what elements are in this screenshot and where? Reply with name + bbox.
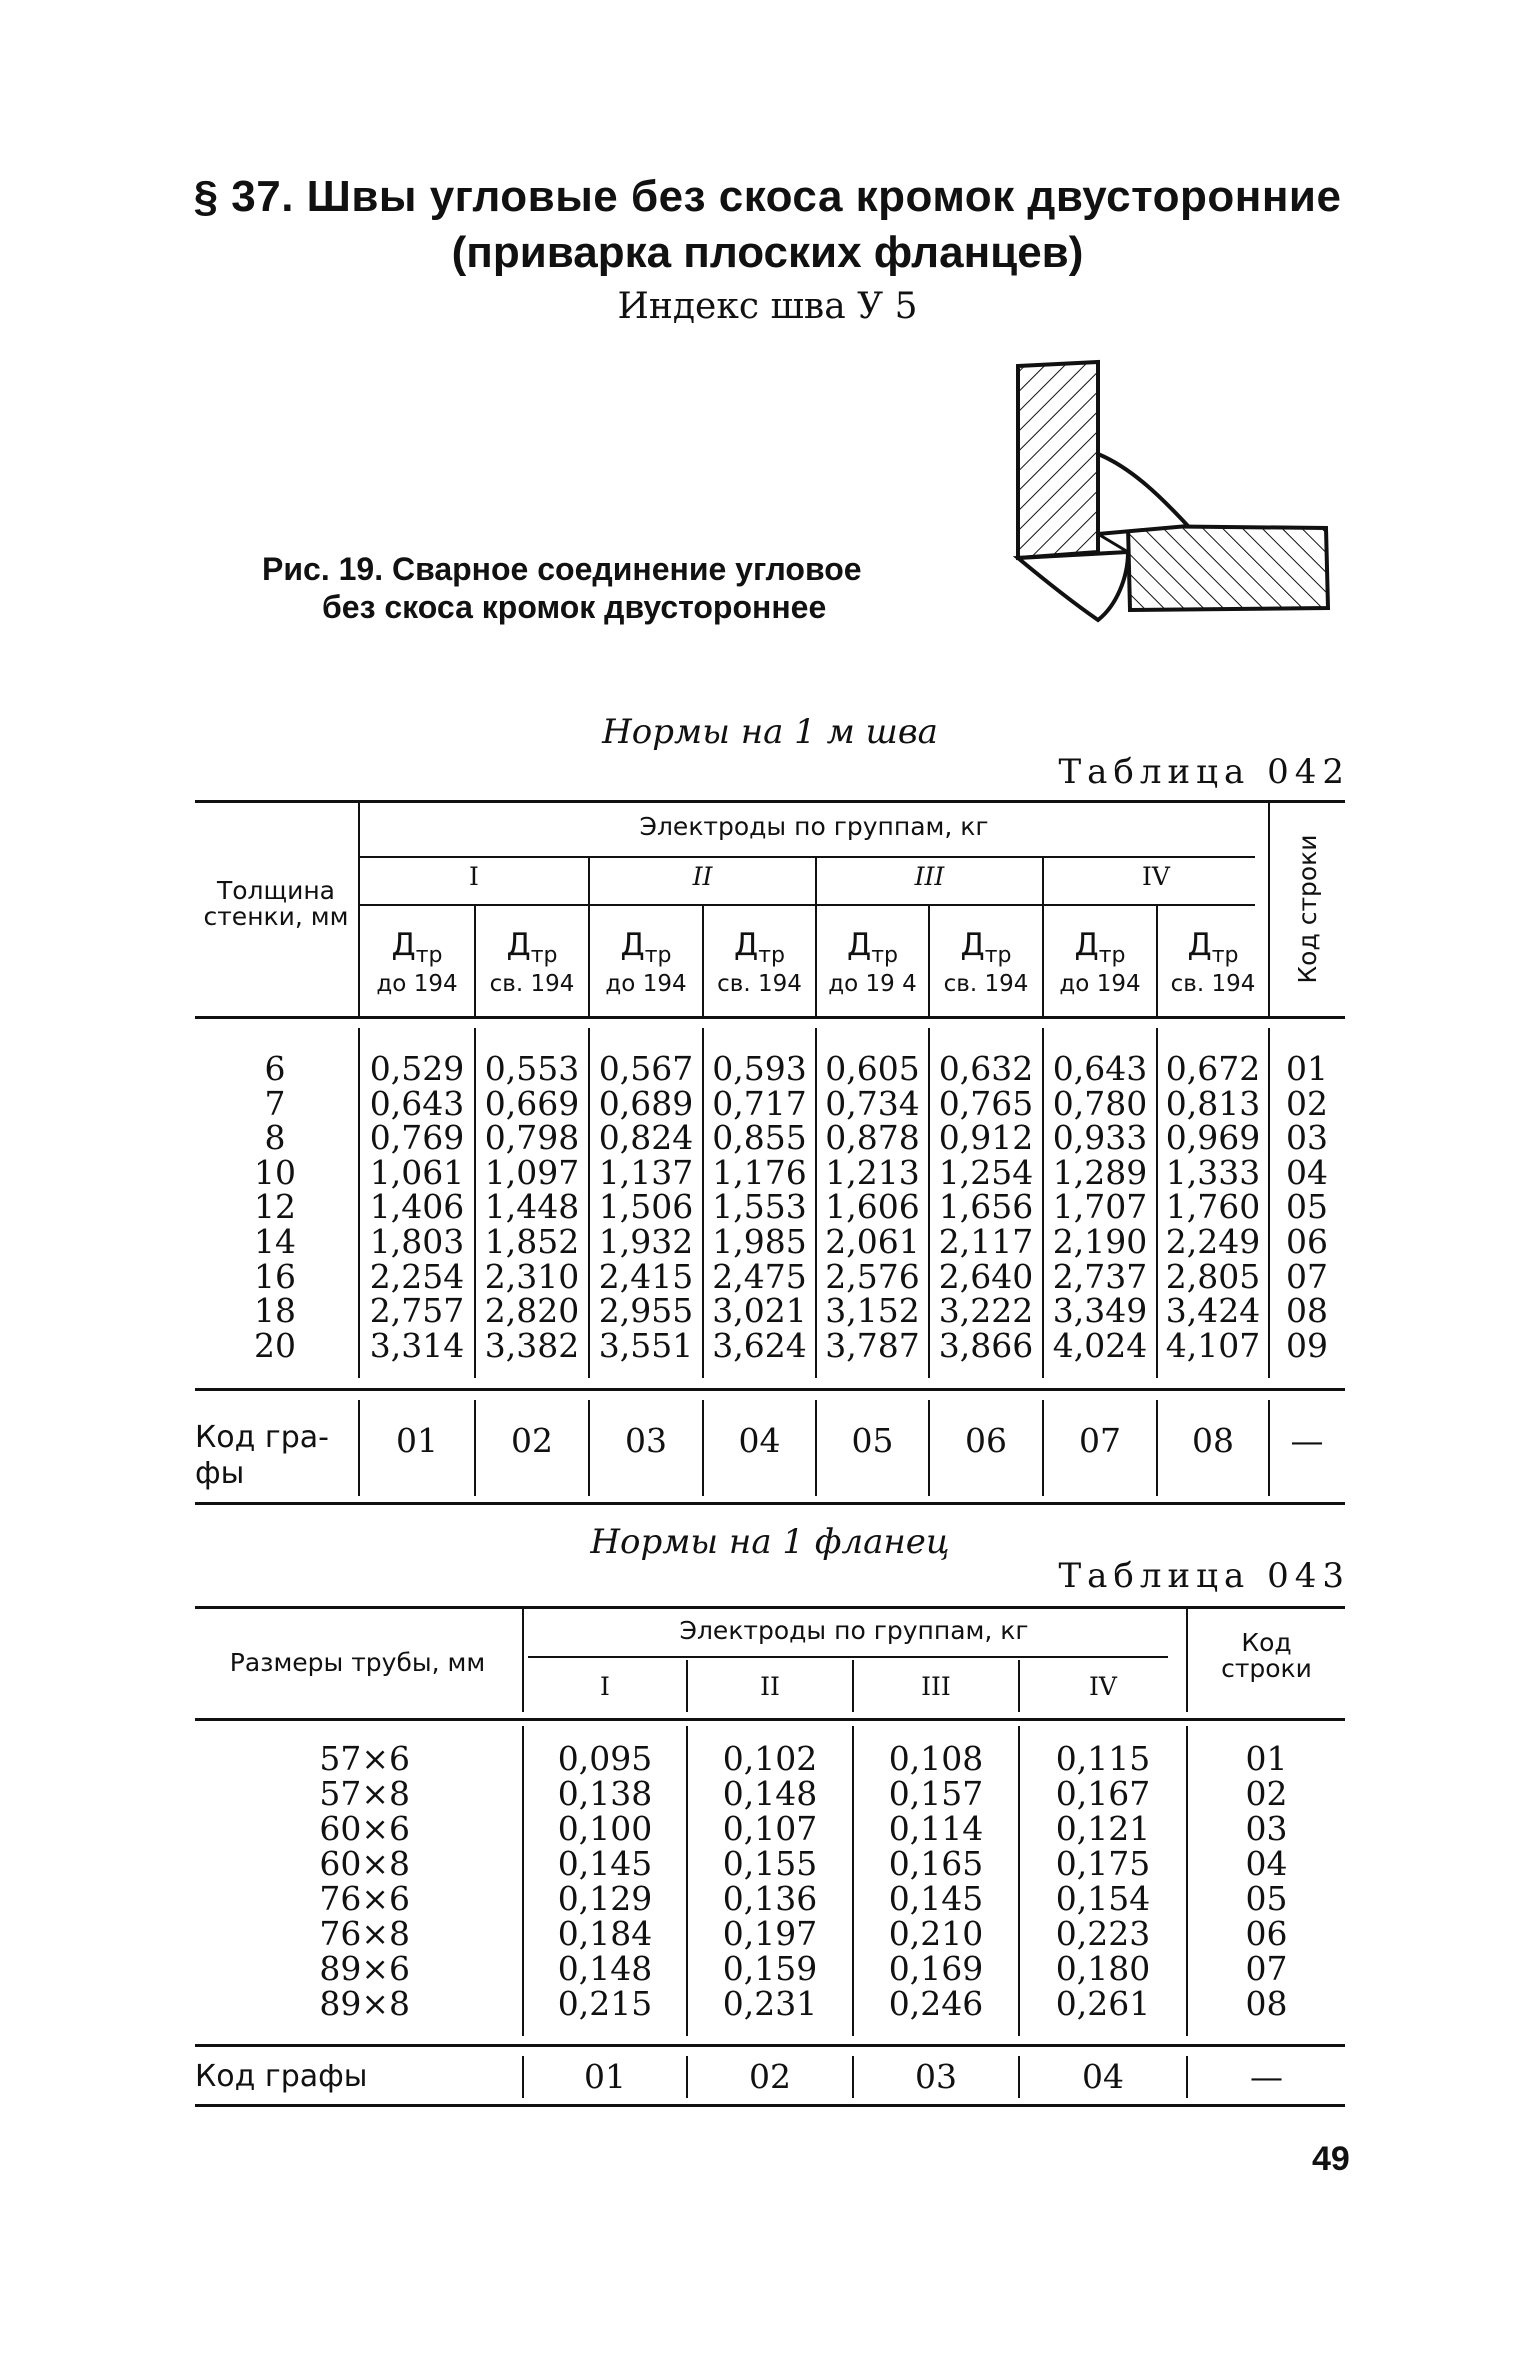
table043-value-cell: 0,136 — [722, 1879, 818, 1918]
table042-value-cell: 0,669 — [484, 1083, 580, 1123]
table043-size-cell: 76×8 — [319, 1914, 410, 1953]
table043-code-cell: 04 — [1245, 1844, 1288, 1883]
table042-code-cell: 01 — [1286, 1049, 1328, 1088]
table042-subcol-header — [360, 927, 474, 998]
table042-value-cell: 3,222 — [938, 1291, 1034, 1331]
table043-value-cell: 0,197 — [722, 1914, 818, 1953]
table042-group-III: III — [914, 862, 945, 891]
table042-thickness-cell: 14 — [254, 1222, 296, 1261]
table042-footer-label-line-2: фы — [195, 1456, 245, 1491]
table042-value-cell: 0,632 — [938, 1049, 1034, 1088]
table043-value-cell: 0,215 — [557, 1984, 653, 2023]
table042-value-cell: 0,912 — [938, 1118, 1034, 1158]
table043-footer-dash: — — [1250, 2057, 1283, 2096]
table042-subcol-header — [1158, 927, 1268, 998]
table042-value-cell: 1,176 — [712, 1152, 807, 1192]
table043-value-cell: 0,231 — [722, 1984, 818, 2023]
table042-value-cell: 1,289 — [1052, 1152, 1148, 1192]
dtr-subscript: тр — [984, 943, 1012, 969]
table043-group-II: II — [760, 1672, 780, 1701]
table043-size-header: Размеры трубы, мм — [229, 1648, 486, 1677]
table043-value-cell: 0,115 — [1055, 1739, 1151, 1778]
table042-code-row-header — [1278, 810, 1338, 1010]
table042-group-header: Электроды по группам, кг — [639, 812, 989, 841]
figure-caption — [262, 550, 862, 626]
table042-value-cell: 3,382 — [484, 1325, 580, 1365]
table042-footer-code: 07 — [1079, 1421, 1121, 1460]
lower-weld-bead — [1018, 552, 1128, 620]
table042-footer-code: 04 — [738, 1421, 781, 1460]
table042-value-cell: 1,097 — [484, 1152, 580, 1192]
subcol-range: св. 194 — [489, 971, 575, 998]
dtr-subscript: тр — [530, 943, 558, 969]
table043-group-III: III — [921, 1672, 951, 1701]
dtr-symbol — [1044, 927, 1156, 971]
table042-value-cell: 1,606 — [825, 1187, 920, 1227]
table042-value-cell: 1,333 — [1165, 1152, 1261, 1192]
table042-value-cell: 2,117 — [938, 1222, 1034, 1261]
table042-thickness-cell: 18 — [254, 1291, 296, 1331]
table042-value-cell: 0,643 — [1052, 1049, 1148, 1088]
table043-code-header-line-1: Код — [1241, 1628, 1292, 1657]
table042-code-cell: 05 — [1286, 1187, 1328, 1227]
table042-value-cell: 0,780 — [1052, 1083, 1148, 1123]
table043-code-cell: 07 — [1245, 1949, 1288, 1988]
dtr-symbol — [476, 927, 588, 971]
table042-code-cell: 02 — [1286, 1083, 1328, 1123]
table043-group-header: Электроды по группам, кг — [679, 1616, 1029, 1645]
table042-value-cell: 1,760 — [1165, 1187, 1261, 1227]
table042-norms-heading: Нормы на 1 м шва — [602, 712, 938, 752]
table043-footer-code: 04 — [1082, 2057, 1124, 2096]
subcol-range: св. 194 — [943, 971, 1029, 998]
table042-value-cell: 0,529 — [369, 1049, 465, 1088]
table042-value-cell: 0,734 — [825, 1083, 920, 1123]
table042-value-cell: 2,805 — [1165, 1256, 1261, 1296]
table042-footer-code: 08 — [1192, 1421, 1234, 1460]
page-number: 49 — [1312, 2140, 1350, 2178]
table042-code-cell: 03 — [1286, 1118, 1328, 1158]
subcol-range: до 194 — [605, 971, 687, 998]
table042-value-cell: 0,593 — [712, 1049, 807, 1088]
table042-value-cell: 3,624 — [712, 1325, 807, 1365]
table042-value-cell: 1,061 — [369, 1152, 465, 1192]
dtr-symbol — [704, 927, 815, 971]
table042-value-cell: 0,798 — [484, 1118, 580, 1158]
subcol-range: до 19 4 — [828, 971, 917, 998]
table043-value-cell: 0,145 — [557, 1844, 653, 1883]
upper-weld-bead — [1098, 454, 1188, 534]
table042-code-cell: 08 — [1286, 1291, 1328, 1331]
subcol-range: св. 194 — [717, 971, 802, 998]
table042-value-cell: 1,448 — [484, 1187, 580, 1227]
table043-value-cell: 0,184 — [557, 1914, 653, 1953]
dtr-subscript: тр — [415, 943, 443, 969]
table042-value-cell: 1,506 — [598, 1187, 694, 1227]
table042-value-cell: 3,787 — [825, 1325, 920, 1365]
table043-value-cell: 0,210 — [888, 1914, 984, 1953]
table043-footer-code: 03 — [915, 2057, 957, 2096]
table042-value-cell: 1,213 — [825, 1152, 920, 1192]
table043-label: Таблица 043 — [1058, 1556, 1350, 1596]
table043-group-IV: IV — [1089, 1672, 1117, 1701]
table043-value-cell: 0,107 — [722, 1809, 818, 1848]
table043-size-cell: 57×8 — [319, 1774, 410, 1813]
table043-value-cell: 0,108 — [888, 1739, 984, 1778]
table043-value-cell: 0,145 — [888, 1879, 984, 1918]
table042-value-cell: 1,852 — [484, 1222, 580, 1261]
table043-value-cell: 0,148 — [722, 1774, 818, 1813]
table042-group-II: II — [692, 862, 713, 891]
table042-value-cell: 2,310 — [484, 1256, 580, 1296]
table042-value-cell: 2,190 — [1052, 1222, 1148, 1261]
table042-value-cell: 3,021 — [712, 1291, 807, 1331]
table043-value-cell: 0,159 — [722, 1949, 818, 1988]
table042-footer-label-line-1: Код гра- — [195, 1420, 329, 1455]
table042-code-cell: 06 — [1286, 1222, 1328, 1261]
table043-footer-code: 01 — [584, 2057, 626, 2096]
table042-footer-code: 01 — [396, 1421, 438, 1460]
table042-value-cell: 3,349 — [1052, 1291, 1148, 1331]
vertical-plate — [1018, 362, 1098, 558]
table042-subcol-header — [590, 927, 702, 998]
table043-value-cell: 0,114 — [888, 1809, 984, 1848]
table043-footer-label: Код графы — [195, 2059, 368, 2094]
section-subtitle: (приварка плоских фланцев) — [451, 228, 1084, 277]
table042-value-cell: 1,707 — [1052, 1187, 1148, 1227]
table042-value-cell: 2,955 — [598, 1291, 694, 1331]
table043-size-cell: 89×8 — [319, 1984, 410, 2023]
table042-value-cell: 0,765 — [938, 1083, 1034, 1123]
table042-footer-label — [195, 1420, 355, 1492]
weld-joint-drawing — [1012, 358, 1337, 628]
subcol-range: до 194 — [376, 971, 458, 998]
table042-value-cell: 2,820 — [484, 1291, 580, 1331]
table042-thickness-cell: 8 — [264, 1118, 286, 1158]
table043-value-cell: 0,165 — [888, 1844, 984, 1883]
table042-value-cell: 0,689 — [598, 1083, 694, 1123]
table042-value-cell: 0,605 — [825, 1049, 920, 1088]
table042-value-cell: 3,551 — [598, 1325, 694, 1365]
table043-value-cell: 0,180 — [1055, 1949, 1151, 1988]
table043-value-cell: 0,246 — [888, 1984, 984, 2023]
dtr-letter: Д — [734, 927, 759, 963]
table042-value-cell: 2,737 — [1052, 1256, 1148, 1296]
table042-code-cell: 09 — [1286, 1325, 1328, 1365]
subcol-range: до 194 — [1059, 971, 1141, 998]
table042-value-cell: 3,314 — [369, 1325, 465, 1365]
table043-value-cell: 0,261 — [1055, 1984, 1151, 2023]
table042-value-cell: 1,553 — [712, 1187, 807, 1227]
table042-subcol-header — [817, 927, 928, 998]
table042-footer-dash: — — [1290, 1421, 1324, 1460]
table043-code-cell: 08 — [1245, 1984, 1288, 2023]
table042-thickness-header-line-2: стенки, мм — [203, 902, 349, 931]
table042-footer-code: 03 — [625, 1421, 667, 1460]
dtr-letter: Д — [620, 927, 645, 963]
table042-group-IV: IV — [1142, 862, 1170, 891]
table043-group-I: I — [600, 1672, 610, 1701]
dtr-letter: Д — [847, 927, 872, 963]
table042-thickness-header-line-1: Толщина — [216, 876, 335, 905]
table042-subcol-header — [930, 927, 1042, 998]
table042-value-cell: 0,769 — [369, 1118, 465, 1158]
dtr-symbol — [1158, 927, 1268, 971]
table042-value-cell: 2,415 — [598, 1256, 694, 1296]
table043-norms-heading: Нормы на 1 фланец — [590, 1522, 950, 1562]
table043-value-cell: 0,157 — [888, 1774, 984, 1813]
table043-code-cell: 01 — [1245, 1739, 1288, 1778]
table042-thickness-header — [195, 878, 357, 930]
table043-footer-code: 02 — [749, 2057, 791, 2096]
table042-group-I: I — [469, 862, 479, 891]
table042-value-cell: 2,254 — [369, 1256, 465, 1296]
table042-value-cell: 0,824 — [598, 1118, 694, 1158]
table042-code-cell: 04 — [1286, 1152, 1328, 1192]
dtr-letter: Д — [1187, 927, 1212, 963]
table042-value-cell: 0,933 — [1052, 1118, 1148, 1158]
joint-line — [1098, 534, 1128, 552]
table042-value-cell: 3,866 — [938, 1325, 1034, 1365]
table042-thickness-cell: 16 — [254, 1256, 296, 1296]
dtr-symbol — [817, 927, 928, 971]
dtr-letter: Д — [391, 927, 416, 963]
table042-value-cell: 1,932 — [598, 1222, 694, 1261]
table042-value-cell: 2,061 — [825, 1222, 920, 1261]
dtr-letter: Д — [1074, 927, 1099, 963]
table043-value-cell: 0,121 — [1055, 1809, 1151, 1848]
figure-caption-line-2: без скоса кромок двустороннее — [322, 589, 827, 625]
table042-subcol-header — [476, 927, 588, 998]
table043-value-cell: 0,102 — [722, 1739, 818, 1778]
table042-value-cell: 0,878 — [825, 1118, 920, 1158]
table042-value-cell: 0,553 — [484, 1049, 580, 1088]
table042-value-cell: 1,137 — [598, 1152, 694, 1192]
table043-value-cell: 0,223 — [1055, 1914, 1151, 1953]
table042-value-cell: 1,985 — [712, 1222, 807, 1261]
dtr-symbol — [360, 927, 474, 971]
table042-thickness-cell: 10 — [254, 1152, 296, 1192]
table042-code-cell: 07 — [1286, 1256, 1328, 1296]
table042-value-cell: 2,249 — [1165, 1222, 1261, 1261]
subcol-range: св. 194 — [1170, 971, 1256, 998]
table042-code-row-header-text: Код строки — [1293, 834, 1322, 984]
table043-size-cell: 89×6 — [319, 1949, 410, 1988]
table043-size-cell: 76×6 — [319, 1879, 410, 1918]
table043-value-cell: 0,167 — [1055, 1774, 1151, 1813]
table042-value-cell: 3,424 — [1165, 1291, 1261, 1331]
table042-label: Таблица 042 — [1058, 752, 1350, 792]
table042-value-cell: 0,813 — [1165, 1083, 1261, 1123]
figure-caption-line-1: Рис. 19. Сварное соединение угловое — [262, 551, 862, 587]
table043-value-cell: 0,155 — [722, 1844, 818, 1883]
dtr-symbol — [930, 927, 1042, 971]
table043-value-cell: 0,154 — [1055, 1879, 1151, 1918]
table043-value-cell: 0,138 — [557, 1774, 653, 1813]
table042-value-cell: 0,855 — [712, 1118, 807, 1158]
table042-subcol-header — [704, 927, 815, 998]
table042-value-cell: 3,152 — [825, 1291, 920, 1331]
table042-value-cell: 0,969 — [1165, 1118, 1261, 1158]
table042-value-cell: 0,672 — [1165, 1049, 1261, 1088]
table042-value-cell: 1,254 — [938, 1152, 1034, 1192]
table042-value-cell: 0,567 — [598, 1049, 694, 1088]
table043-code-cell: 03 — [1245, 1809, 1288, 1848]
table042-value-cell: 1,656 — [938, 1187, 1034, 1227]
table042-value-cell: 0,717 — [712, 1083, 807, 1123]
dtr-subscript: тр — [871, 943, 898, 969]
dtr-letter: Д — [960, 927, 985, 963]
table042-value-cell: 2,475 — [712, 1256, 807, 1296]
dtr-subscript: тр — [1098, 943, 1126, 969]
dtr-subscript: тр — [758, 943, 785, 969]
dtr-symbol — [590, 927, 702, 971]
table042-thickness-cell: 12 — [254, 1187, 296, 1227]
horizontal-plate — [1128, 526, 1328, 610]
table043-value-cell: 0,175 — [1055, 1844, 1151, 1883]
table043-value-cell: 0,169 — [888, 1949, 984, 1988]
table042-value-cell: 2,576 — [825, 1256, 920, 1296]
table042-footer-code: 02 — [511, 1421, 553, 1460]
table042-value-cell: 4,024 — [1052, 1325, 1148, 1365]
table042-thickness-cell: 20 — [254, 1325, 296, 1365]
table042-value-cell: 1,406 — [369, 1187, 465, 1227]
table042-value-cell: 4,107 — [1165, 1325, 1261, 1365]
table043-code-cell: 02 — [1245, 1774, 1288, 1813]
table043-size-cell: 60×8 — [319, 1844, 410, 1883]
table043-code-header — [1188, 1630, 1345, 1682]
table042-value-cell: 1,803 — [369, 1222, 465, 1261]
weld-index: Индекс шва У 5 — [617, 286, 918, 327]
table043-value-cell: 0,100 — [557, 1809, 653, 1848]
dtr-letter: Д — [506, 927, 531, 963]
dtr-subscript: тр — [1211, 943, 1239, 969]
table042-value-cell: 2,757 — [369, 1291, 465, 1331]
table043-value-cell: 0,148 — [557, 1949, 653, 1988]
table043-code-cell: 06 — [1245, 1914, 1288, 1953]
table043-size-cell: 60×6 — [319, 1809, 410, 1848]
table042-footer-code: 06 — [965, 1421, 1007, 1460]
table042-thickness-cell: 6 — [264, 1049, 286, 1088]
table042-value-cell: 0,643 — [369, 1083, 465, 1123]
table042-thickness-cell: 7 — [264, 1083, 286, 1123]
table043-code-header-line-2: строки — [1221, 1654, 1312, 1683]
table043-code-cell: 05 — [1245, 1879, 1288, 1918]
dtr-subscript: тр — [644, 943, 672, 969]
section-title: § 37. Швы угловые без скоса кромок двусторонние — [193, 172, 1342, 221]
table043-value-cell: 0,095 — [557, 1739, 653, 1778]
table042-footer-code: 05 — [851, 1421, 894, 1460]
table043-size-cell: 57×6 — [319, 1739, 410, 1778]
table043-value-cell: 0,129 — [557, 1879, 653, 1918]
table042-value-cell: 2,640 — [938, 1256, 1034, 1296]
table042-subcol-header — [1044, 927, 1156, 998]
